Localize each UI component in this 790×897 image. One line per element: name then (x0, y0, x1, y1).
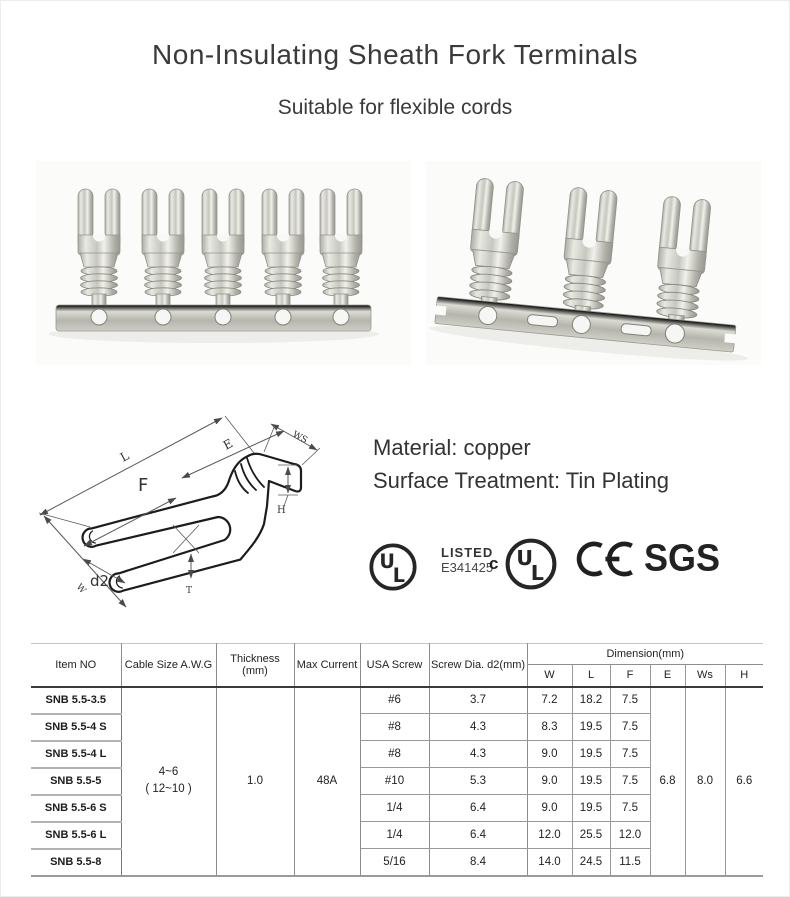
cell-item-no: SNB 5.5-8 (31, 849, 121, 876)
cell-screw-dia: 4.3 (429, 714, 527, 741)
cell-usa-screw: 1/4 (360, 795, 429, 822)
header-dim-l: L (572, 665, 610, 687)
dimension-diagram (26, 394, 356, 629)
cell-f: 11.5 (610, 849, 650, 876)
cul-letter-u: U (516, 545, 534, 570)
label-WS: WS (290, 429, 309, 446)
cell-l: 19.5 (572, 741, 610, 768)
cell-screw-dia: 3.7 (429, 687, 527, 714)
header-max-current: Max Current (294, 644, 360, 687)
ce-mark-icon (576, 536, 638, 582)
ul-logo-icon (368, 542, 418, 592)
header-dim-w: W (527, 665, 572, 687)
header-dim-ws: Ws (685, 665, 725, 687)
certification-logos (361, 524, 771, 599)
cable-size-awg: ( 12~10 ) (145, 783, 192, 795)
cell-h: 6.6 (736, 775, 753, 787)
cell-usa-screw: #6 (360, 687, 429, 714)
cell-l: 19.5 (572, 768, 610, 795)
cell-ws: 8.0 (685, 687, 725, 876)
cell-w: 8.3 (527, 714, 572, 741)
cell-item-no: SNB 5.5-5 (31, 768, 121, 795)
cul-prefix: c (489, 554, 499, 573)
header-item-no: Item NO (31, 644, 121, 687)
cell-l: 25.5 (572, 822, 610, 849)
cell-w: 9.0 (527, 741, 572, 768)
cell-w: 12.0 (527, 822, 572, 849)
header-usa-screw: USA Screw (360, 644, 429, 687)
cable-size-range: 4~6 (158, 766, 179, 778)
product-photo-front (36, 161, 411, 365)
label-H: H (277, 505, 286, 516)
strip-notch-right (724, 333, 738, 343)
label-L: L (117, 448, 132, 465)
cul-letter-l: L (530, 561, 544, 586)
ul-file-number: E341425 (441, 560, 494, 575)
cell-f: 7.5 (610, 795, 650, 822)
cell-item-no: SNB 5.5-4 L (31, 741, 121, 768)
page-title: Non-Insulating Sheath Fork Terminals (152, 39, 638, 70)
label-F: F (138, 475, 149, 496)
sgs-logo: SGS (644, 536, 721, 580)
label-E: E (220, 436, 236, 453)
ul-listed-text (441, 545, 493, 575)
cell-max-current: 48A (294, 687, 360, 876)
cell-usa-screw: 5/16 (360, 849, 429, 876)
ul-letter-u: U (379, 549, 395, 573)
cell-e: 6.8 (650, 687, 685, 876)
cell-w: 9.0 (527, 768, 572, 795)
cell-f: 7.5 (610, 768, 650, 795)
cell-usa-screw: 1/4 (360, 822, 429, 849)
header-dim-e: E (650, 665, 685, 687)
cell-f: 7.5 (610, 714, 650, 741)
spec-table (31, 643, 763, 877)
cell-screw-dia: 4.3 (429, 741, 527, 768)
cell-item-no: SNB 5.5-6 L (31, 822, 121, 849)
cell-thickness: 1.0 (216, 687, 294, 876)
cell-item-no: SNB 5.5-3.5 (31, 687, 121, 714)
cell-usa-screw: #8 (360, 714, 429, 741)
cell-l: 19.5 (572, 714, 610, 741)
label-T: T (186, 586, 193, 596)
cell-cable-size (121, 687, 216, 876)
header-screw-dia: Screw Dia. d2(mm) (429, 644, 527, 687)
cell-item-no: SNB 5.5-6 S (31, 795, 121, 822)
cell-usa-screw: #8 (360, 741, 429, 768)
ul-letter-l: L (392, 564, 405, 587)
cell-f: 7.5 (610, 687, 650, 714)
cell-usa-screw: #10 (360, 768, 429, 795)
cell-screw-dia: 8.4 (429, 849, 527, 876)
header-dim-h: H (725, 665, 763, 687)
cell-w: 9.0 (527, 795, 572, 822)
cell-screw-dia: 6.4 (429, 795, 527, 822)
cul-logo-icon (504, 537, 558, 591)
header-dimension-group: Dimension(mm) (527, 644, 763, 665)
cell-l: 18.2 (572, 687, 610, 714)
label-W: W (73, 582, 88, 596)
cell-item-no: SNB 5.5-4 S (31, 714, 121, 741)
product-photo-angled (426, 161, 761, 365)
surface-treatment-line: Surface Treatment: Tin Plating (373, 468, 669, 493)
header-cable-size: Cable Size A.W.G (121, 644, 216, 687)
cell-f: 7.5 (610, 741, 650, 768)
strip-notch-left (433, 305, 447, 315)
material-line: Material: copper (373, 435, 531, 460)
header-thickness: Thickness (mm) (216, 644, 294, 687)
cell-w: 14.0 (527, 849, 572, 876)
cell-l: 24.5 (572, 849, 610, 876)
header-dim-f: F (610, 665, 650, 687)
cell-screw-dia: 6.4 (429, 822, 527, 849)
page-subtitle: Suitable for flexible cords (277, 96, 513, 119)
cell-w: 7.2 (527, 687, 572, 714)
cell-screw-dia: 5.3 (429, 768, 527, 795)
material-info (373, 431, 669, 497)
listed-label: LISTED (441, 545, 494, 560)
label-d2: d2 (90, 572, 110, 590)
cell-f: 12.0 (610, 822, 650, 849)
table-row (31, 687, 763, 714)
cell-l: 19.5 (572, 795, 610, 822)
